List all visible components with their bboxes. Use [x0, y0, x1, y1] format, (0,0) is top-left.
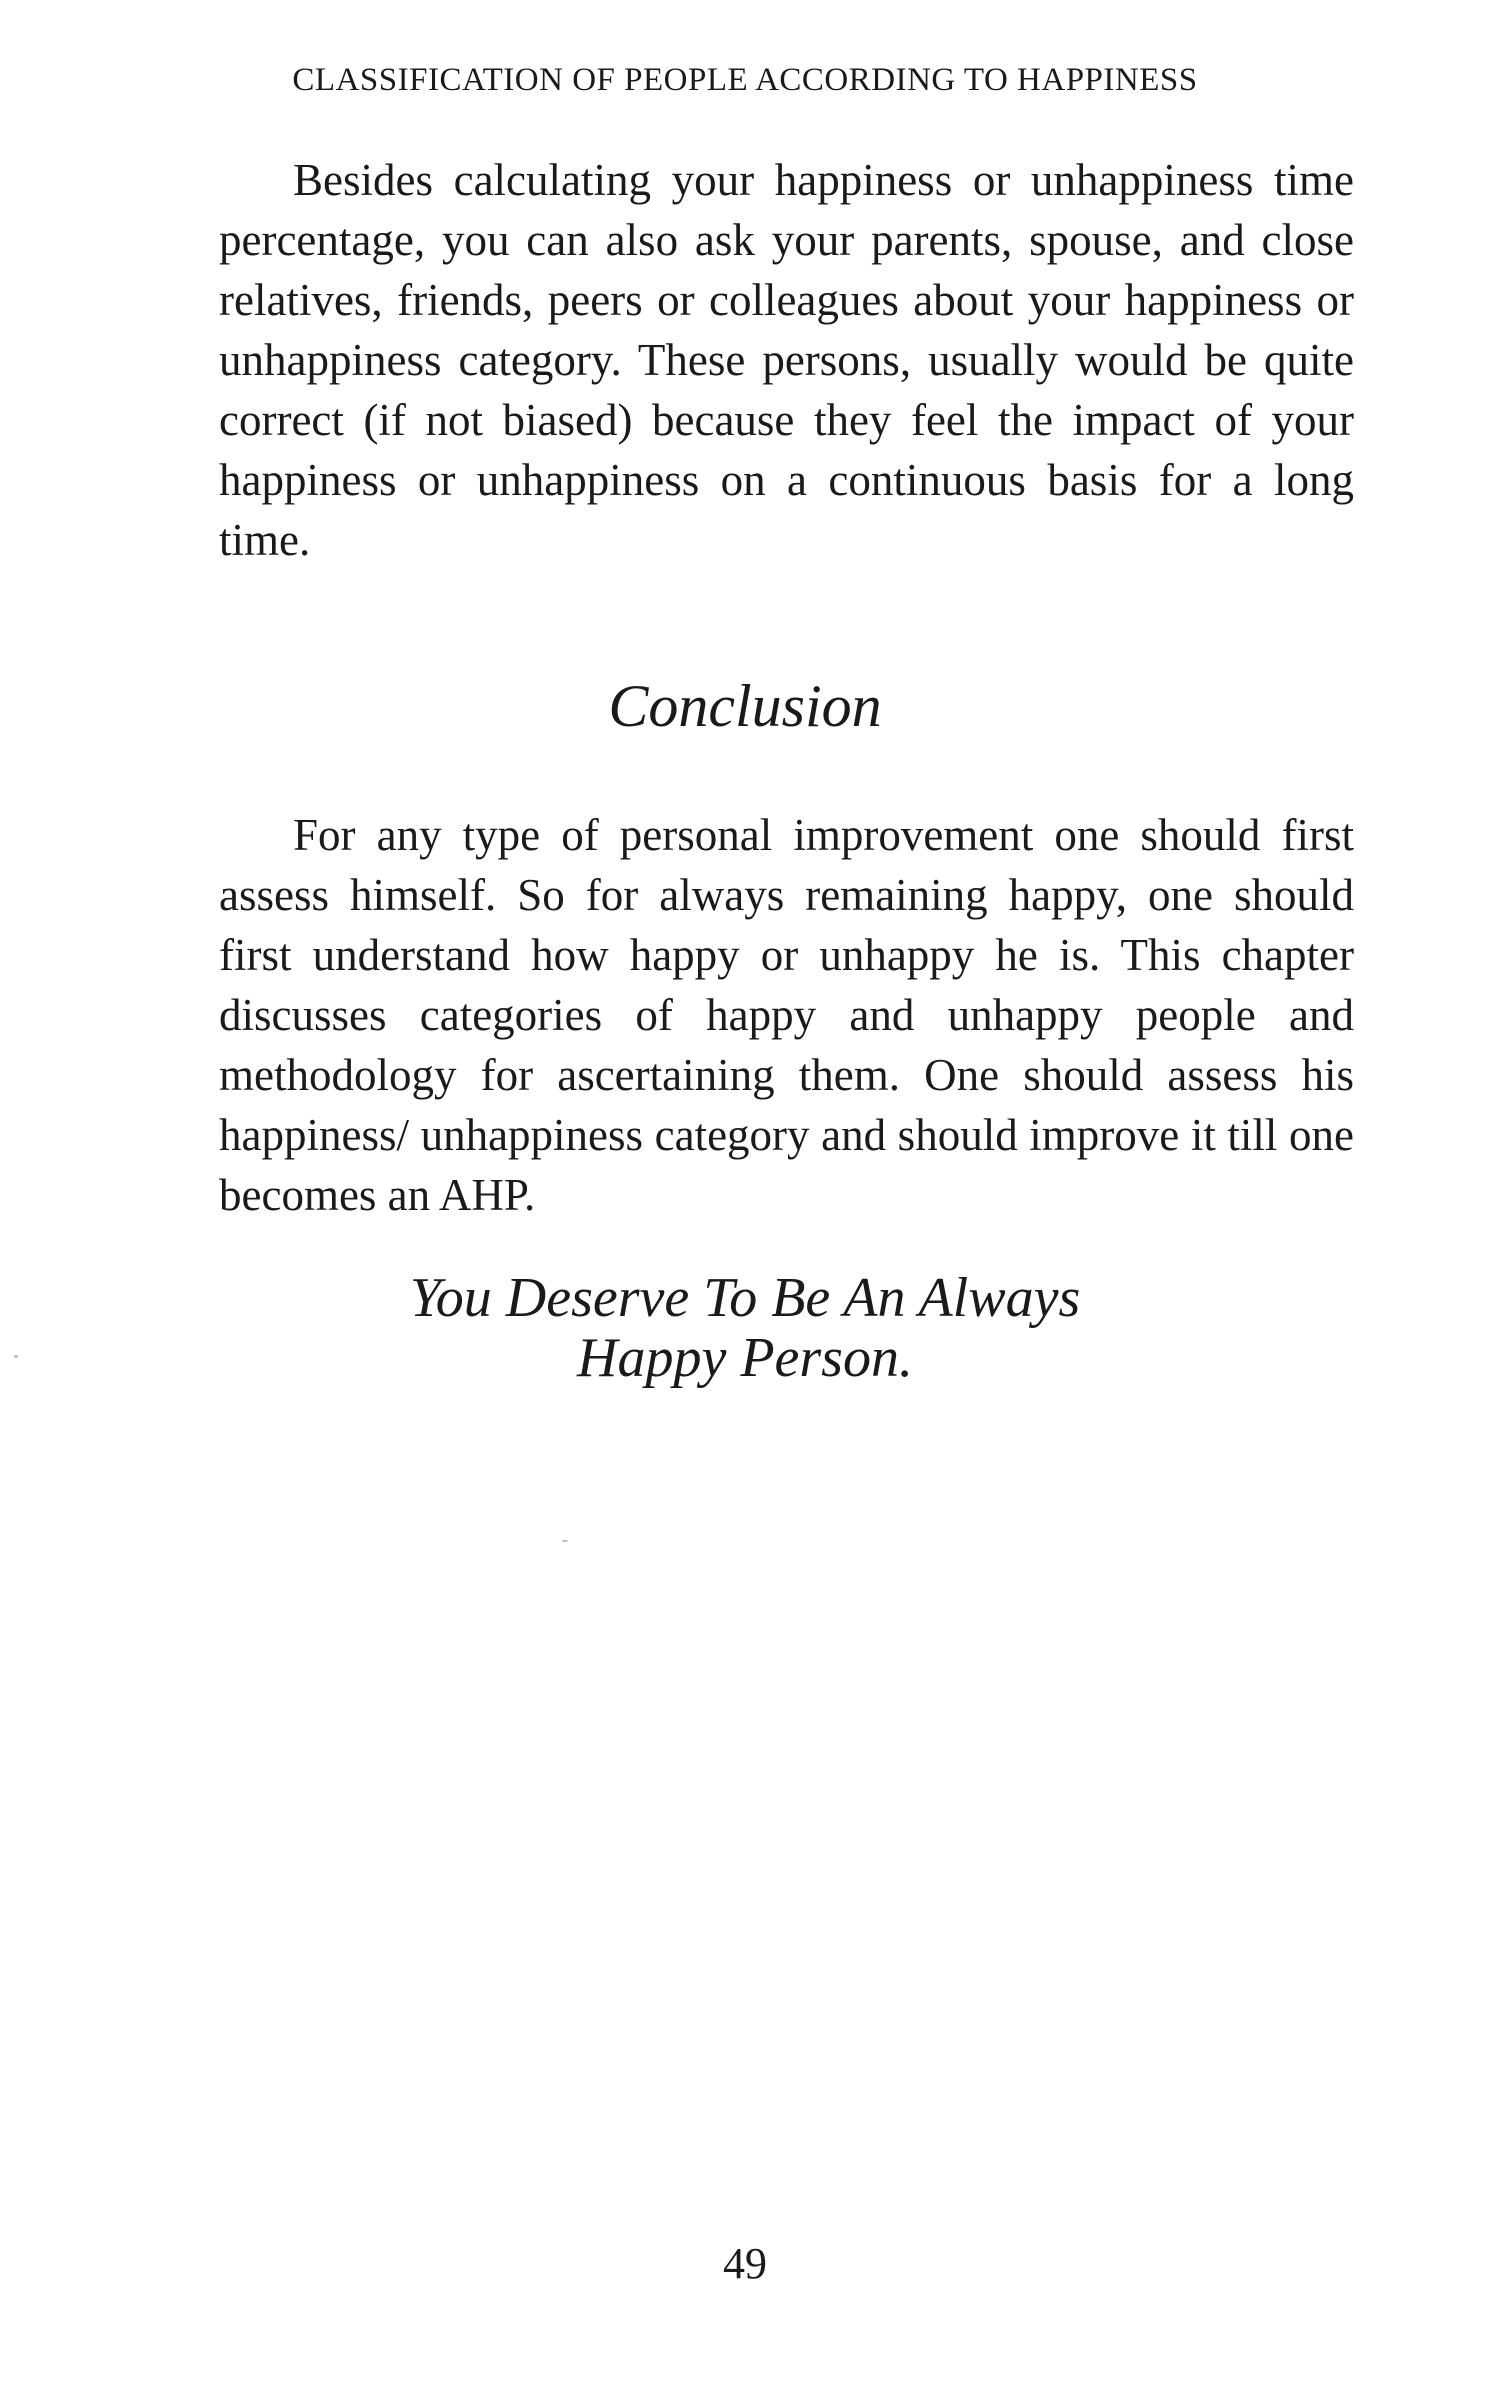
closing-quote-line-1: You Deserve To Be An Always	[409, 1267, 1081, 1329]
scan-speck	[562, 1540, 568, 1542]
running-head: CLASSIFICATION OF PEOPLE ACCORDING TO HAPPINESS	[292, 62, 1198, 98]
page-number: 49	[723, 2239, 767, 2288]
conclusion-paragraph-block	[219, 805, 1354, 1225]
body-paragraph: Besides calculating your happiness or unhappiness time percentage, you can also ask your parents, spouse, and close relatives, friends, peers or colleagues about your happiness or unhappiness category. These persons, usually would be quite correct (if not biased) because they feel the impact of your happiness or unhappiness on a continuous basis for a long time.	[219, 155, 1354, 565]
closing-quote	[0, 1268, 1490, 1388]
closing-quote-line-2: Happy Person.	[577, 1327, 913, 1389]
section-heading: Conclusion	[608, 673, 882, 739]
scan-speck	[14, 1355, 18, 1358]
conclusion-paragraph: For any type of personal improvement one should first assess himself. So for always remaining happy, one should first understand how happy or unhappy he is. This chapter discusses categories of happy and unhappy people and methodology for ascertaining them. One should assess his happiness/ unhappiness category and should improve it till one becomes an AHP.	[219, 810, 1354, 1220]
intro-paragraph-block	[219, 150, 1354, 570]
